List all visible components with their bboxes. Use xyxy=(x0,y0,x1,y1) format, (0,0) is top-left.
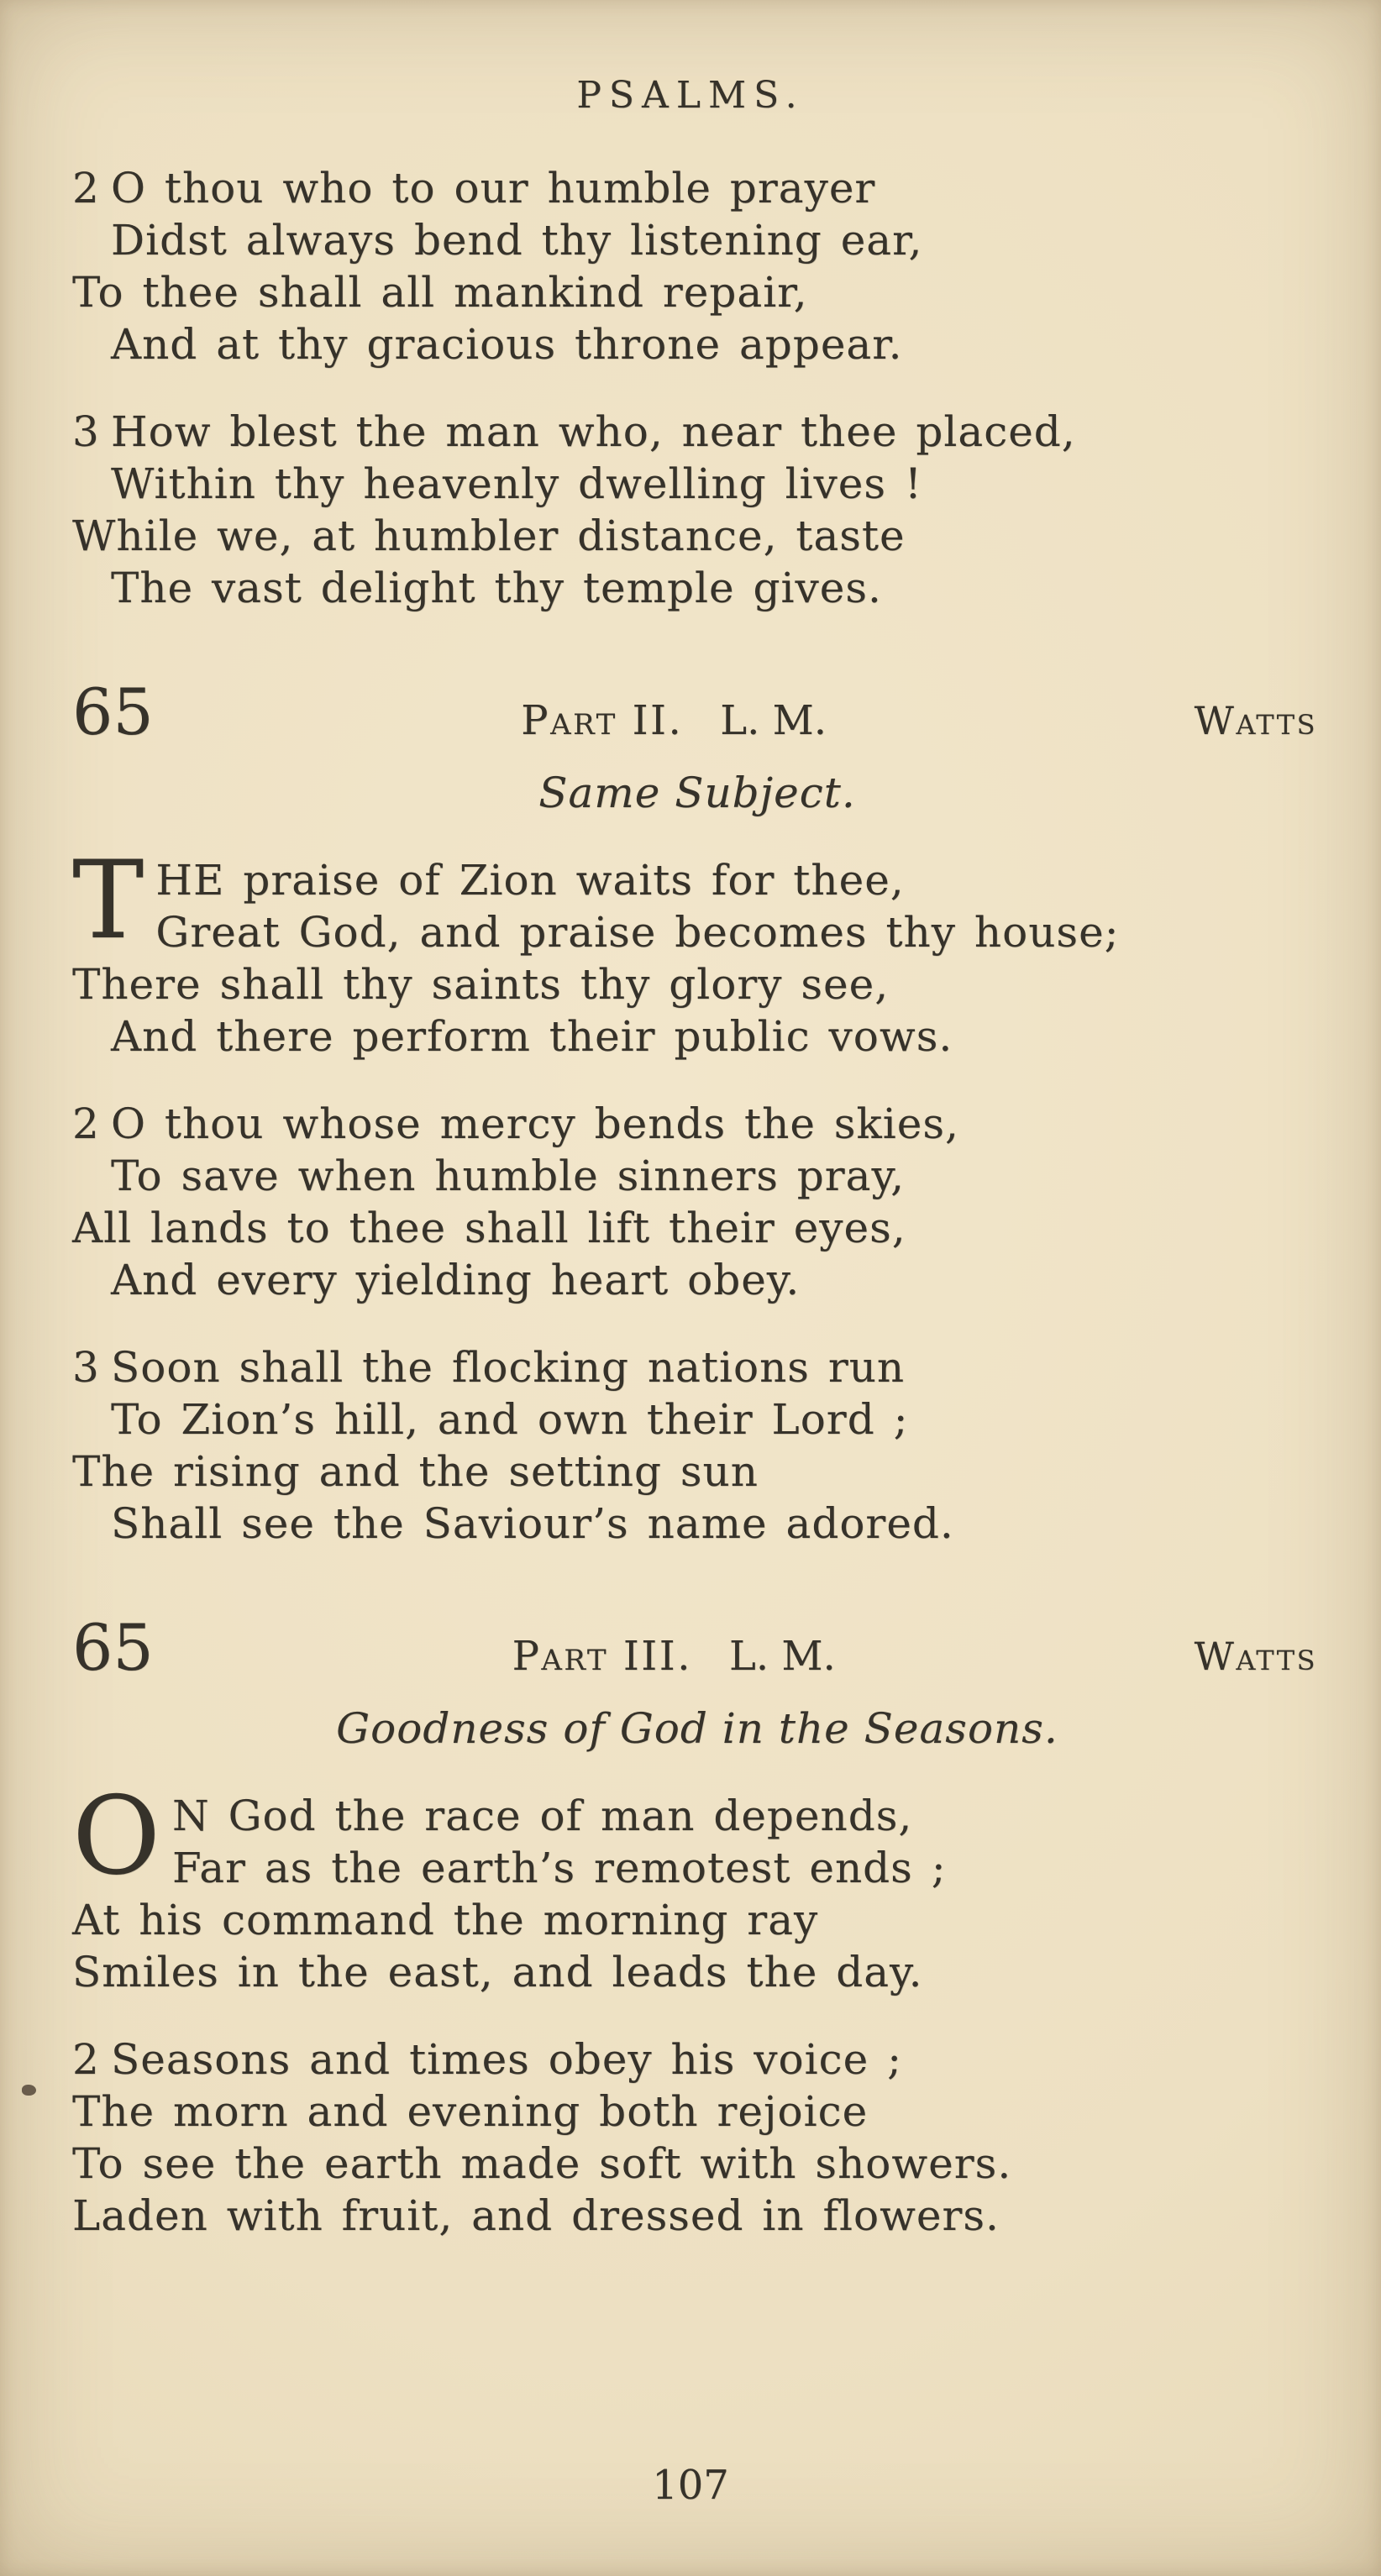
verse-line: The rising and the setting sun xyxy=(72,1447,759,1496)
hymn-part: Part II. xyxy=(521,697,684,744)
verse-line: To see the earth made soft with showers. xyxy=(72,2139,1012,2188)
page-number: 107 xyxy=(652,2462,729,2509)
verse-line: Laden with fruit, and dressed in flowers. xyxy=(72,2191,1000,2240)
verse-line: To thee shall all mankind repair, xyxy=(72,268,808,317)
verse-line: Didst always bend thy listening ear, xyxy=(111,216,923,265)
hymn-heading xyxy=(72,1610,1322,1685)
stanza-line: HE praise of Zion waits for thee, xyxy=(155,856,905,905)
stanza-line: Great God, and praise becomes thy house; xyxy=(155,908,1120,957)
verse-line: And at thy gracious throne appear. xyxy=(111,320,903,369)
stanza-line: At his command the morning ray xyxy=(72,1896,819,1944)
verse-line: Shall see the Saviour’s name adored. xyxy=(111,1499,954,1548)
verse-block xyxy=(72,1098,1322,1306)
ink-speck xyxy=(22,2085,36,2096)
verse-line-text: O thou who to our humble prayer xyxy=(111,164,876,212)
verse-line-text: Seasons and times obey his voice ; xyxy=(111,2035,902,2084)
verse-block xyxy=(72,2033,1322,2242)
stanza-line: And there perform their public vows. xyxy=(111,1012,953,1061)
verse-line: The vast delight thy temple gives. xyxy=(111,564,882,612)
running-head: PSALMS. xyxy=(576,74,805,117)
verse-line xyxy=(72,1098,1322,1150)
hymn-meter: L. M. xyxy=(729,1633,836,1680)
verse-line xyxy=(72,162,1322,214)
stanza-line: Smiles in the east, and leads the day. xyxy=(72,1948,923,1996)
hymn-meter: L. M. xyxy=(720,697,827,744)
hymn-part-meter xyxy=(154,697,1195,744)
verse-line: And every yielding heart obey. xyxy=(111,1256,801,1304)
stanza-line: There shall thy saints thy glory see, xyxy=(72,960,890,1009)
hymn-number: 65 xyxy=(72,1610,154,1685)
opening-stanza xyxy=(72,1774,1322,1998)
verse-block xyxy=(72,1341,1322,1550)
verse-block xyxy=(72,406,1322,614)
hymn-part: Part III. xyxy=(512,1633,692,1680)
opening-stanza xyxy=(72,838,1322,1062)
verse-line xyxy=(72,406,1322,458)
verse-line: To save when humble sinners pray, xyxy=(111,1152,905,1200)
verse-line: While we, at humbler distance, taste xyxy=(72,512,906,560)
hymn-subject: Same Subject. xyxy=(538,769,856,817)
verse-line: The morn and evening both rejoice xyxy=(72,2087,869,2136)
verse-line xyxy=(72,2033,1322,2085)
verse-number: 2 xyxy=(72,164,100,212)
hymn-subject: Goodness of God in the Seasons. xyxy=(336,1704,1058,1753)
hymn-author: Watts xyxy=(1194,698,1317,743)
text-column xyxy=(0,162,1381,2242)
verse-line: Within thy heavenly dwelling lives ! xyxy=(111,459,923,508)
verse-line xyxy=(72,1341,1322,1393)
verse-line-text: O thou whose mercy bends the skies, xyxy=(111,1099,959,1148)
hymn-number: 65 xyxy=(72,674,154,749)
verse-line-text: How blest the man who, near thee placed, xyxy=(111,407,1076,456)
drop-cap: O xyxy=(72,1774,160,1899)
stanza-line: N God the race of man depends, xyxy=(171,1792,913,1840)
stanza-line: Far as the earth’s remotest ends ; xyxy=(171,1844,947,1892)
verse-number: 2 xyxy=(72,1099,100,1148)
hymn-heading xyxy=(72,674,1322,749)
drop-cap: T xyxy=(72,838,144,963)
verse-number: 3 xyxy=(72,407,100,456)
verse-line: To Zion’s hill, and own their Lord ; xyxy=(111,1395,909,1444)
hymn-author: Watts xyxy=(1194,1634,1317,1679)
verse-block xyxy=(72,162,1322,370)
verse-line: All lands to thee shall lift their eyes, xyxy=(72,1204,906,1252)
hymn-part-meter xyxy=(154,1633,1195,1680)
verse-number: 2 xyxy=(72,2035,100,2084)
verse-line-text: Soon shall the flocking nations run xyxy=(111,1343,906,1392)
verse-number: 3 xyxy=(72,1343,100,1392)
